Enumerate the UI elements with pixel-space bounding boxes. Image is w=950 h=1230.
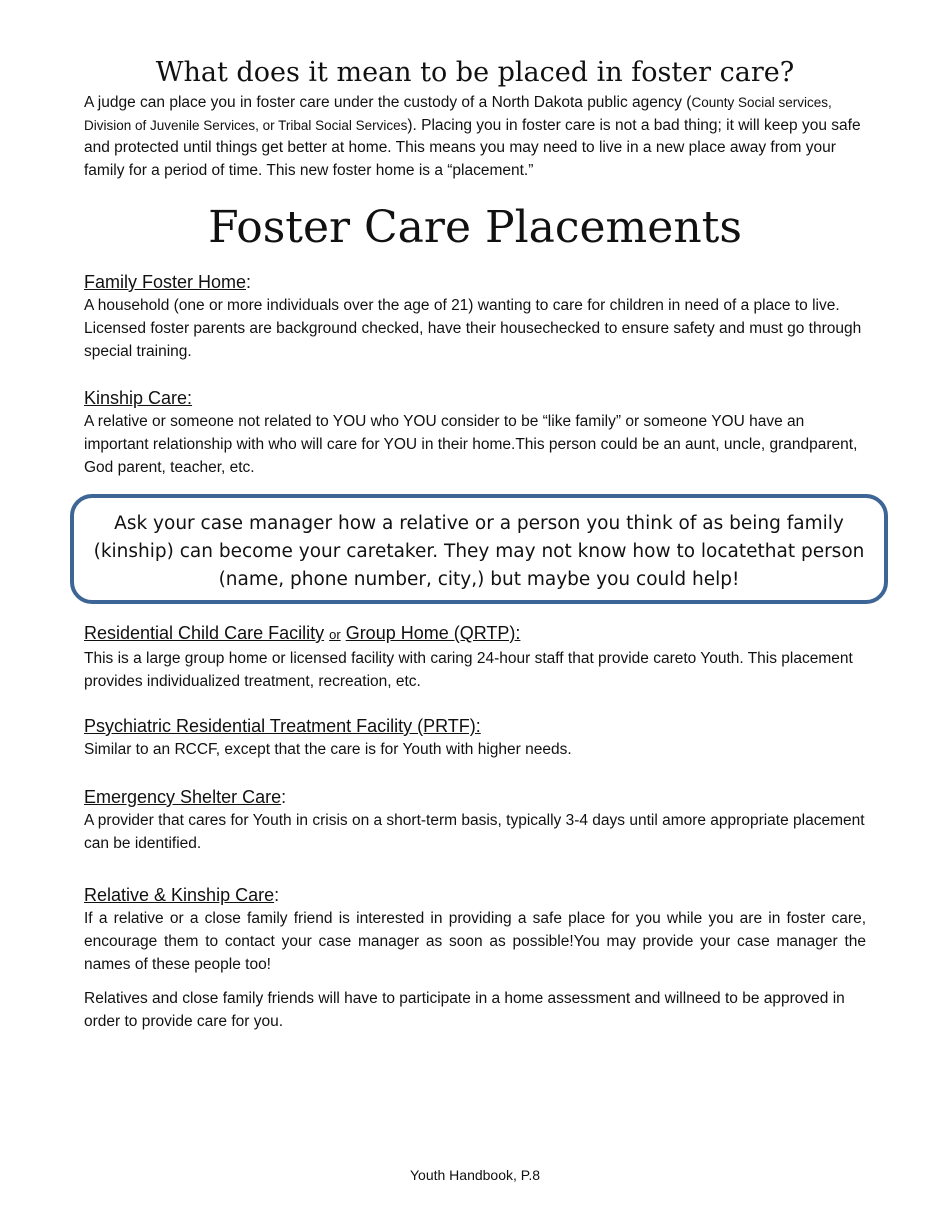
section-body: A household (one or more individuals over the age of 21) wanting to care for children in need of a place to live. Licensed foster parents are background checked, have their housechecked to ensure safety and must go through special training.	[84, 297, 862, 360]
intro-text-part1: A judge can place you in foster care under the custody of a North Dakota public agency (	[84, 94, 692, 111]
callout-text: Ask your case manager how a relative or a person you think of as being family (kinship) can become your caretaker. They may not know how to locatethat person (name, phone number, city,) but maybe you could help!	[93, 513, 865, 590]
section-title-or: or	[329, 627, 341, 642]
section-body: A provider that cares for Youth in crisis on a short-term basis, typically 3-4 days until amore appropriate placement can be identified.	[84, 812, 865, 852]
section-title: Psychiatric Residential Treatment Facility (PRTF):	[84, 716, 481, 736]
section-heading	[84, 621, 866, 647]
section-emergency-shelter	[84, 785, 866, 855]
section-title: Family Foster Home	[84, 272, 247, 292]
intro-text-part2: ). Placing you in foster care is not a bad thing; it will keep you safe and protected until things get better at home. This means you may need to live in a new place away from your family for a period of time. This new foster home is a “placement.”	[84, 116, 861, 179]
section-heading	[84, 785, 866, 809]
section-body: If a relative or a close family friend is interested in providing a safe place for you while you are in foster care, encourage them to contact your case manager as soon as possible!You may provide your case manager the names of these people too!	[84, 910, 866, 973]
section-title: Emergency Shelter Care	[84, 787, 282, 807]
section-body: A relative or someone not related to YOU who YOU consider to be “like family” or someone YOU have an important relationship with who will care for YOU in their home.This person could be an aunt, uncle, grandparent, God parent, teacher, etc.	[84, 413, 858, 476]
section-title-suffix: :	[246, 272, 252, 292]
section-title-suffix: :	[274, 885, 280, 905]
section-relative-kinship	[84, 883, 866, 1033]
intro-text-agencies: County Social services, Division of Juvenile Services, or Tribal Social Services	[84, 95, 832, 133]
section-heading	[84, 883, 866, 907]
section-title-part1: Residential Child Care Facility	[84, 623, 325, 643]
section-body: This is a large group home or licensed facility with caring 24-hour staff that provide careto Youth. This placement provides individualized treatment, recreation, etc.	[84, 650, 853, 690]
section-family-foster-home	[84, 270, 866, 363]
section-title: Kinship Care:	[84, 388, 193, 408]
page-footer: Youth Handbook, P.8	[409, 1167, 540, 1183]
section-body-second: Relatives and close family friends will have to participate in a home assessment and willneed to be approved in order to provide care for you.	[84, 990, 845, 1030]
section-heading	[84, 714, 866, 738]
section-heading	[84, 386, 866, 410]
intro-paragraph	[84, 92, 866, 182]
kinship-callout-box	[70, 494, 888, 604]
section-title-part2: Group Home (QRTP):	[345, 623, 521, 643]
section-title: Relative & Kinship Care	[84, 885, 275, 905]
intro-heading: What does it mean to be placed in foster care?	[155, 57, 795, 88]
section-title-suffix: :	[281, 787, 287, 807]
section-heading	[84, 270, 866, 294]
main-title: Foster Care Placements	[208, 202, 742, 253]
section-body: Similar to an RCCF, except that the care is for Youth with higher needs.	[84, 741, 572, 758]
section-prtf	[84, 714, 866, 761]
section-kinship-care	[84, 386, 866, 479]
section-residential-child-care	[84, 621, 866, 693]
